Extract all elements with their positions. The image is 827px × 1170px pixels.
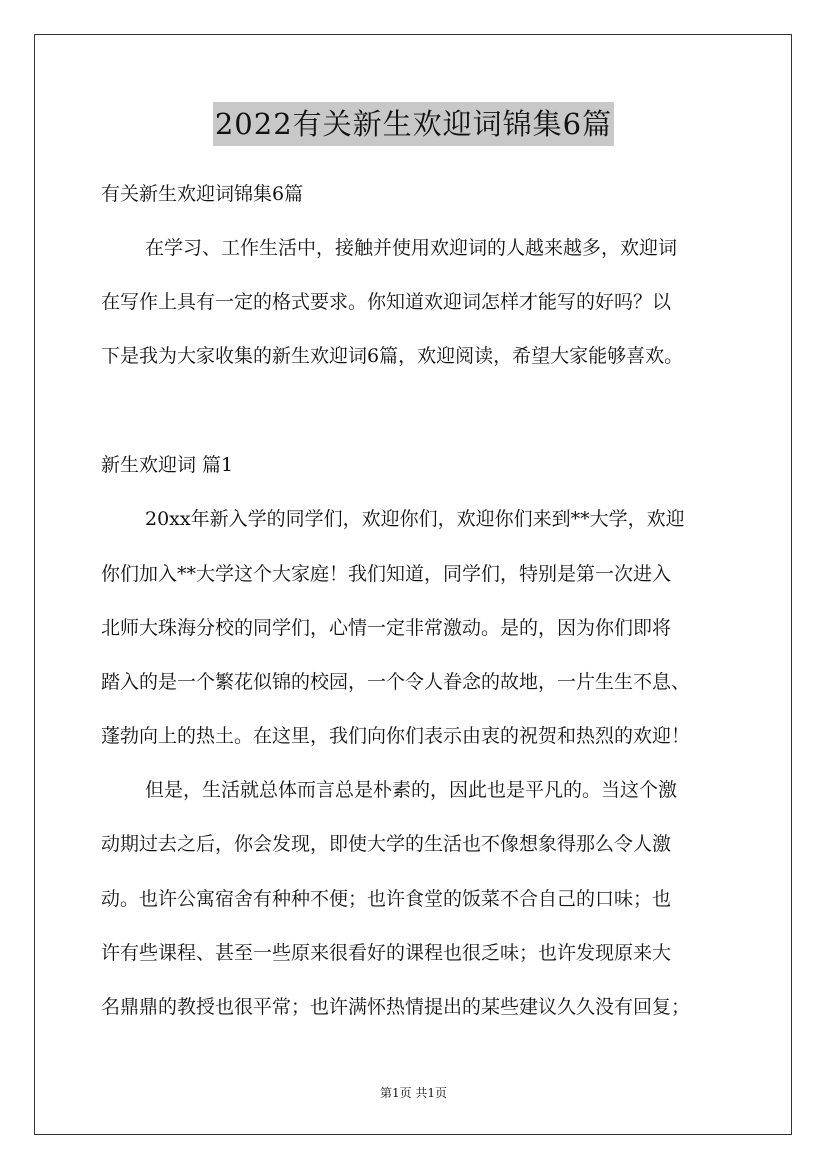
paragraph-line: 北师大珠海分校的同学们，心情一定非常激动。是的，因为你们即将 bbox=[101, 617, 672, 639]
paragraph-line: 但是，生活就总体而言总是朴素的，因此也是平凡的。当这个激 bbox=[145, 779, 678, 801]
intro-line: 在学习、工作生活中，接触并使用欢迎词的人越来越多，欢迎词 bbox=[145, 237, 678, 259]
document-subtitle: 有关新生欢迎词锦集6篇 bbox=[101, 183, 304, 205]
paragraph-line: 动期过去之后，你会发现，即使大学的生活也不像想象得那么令人激 bbox=[101, 833, 672, 855]
intro-line: 下是我为大家收集的新生欢迎词6篇，欢迎阅读，希望大家能够喜欢。 bbox=[101, 345, 684, 367]
paragraph-line: 蓬勃向上的热土。在这里，我们向你们表示由衷的祝贺和热烈的欢迎！ bbox=[101, 725, 691, 747]
document-title bbox=[0, 102, 827, 146]
section-heading: 新生欢迎词 篇1 bbox=[101, 454, 234, 476]
intro-line: 在写作上具有一定的格式要求。你知道欢迎词怎样才能写的好吗？以 bbox=[101, 291, 672, 313]
page-footer: 第1页 共1页 bbox=[379, 1086, 448, 1100]
paragraph-line: 20xx年新入学的同学们，欢迎你们，欢迎你们来到**大学，欢迎 bbox=[145, 508, 685, 530]
paragraph-line: 你们加入**大学这个大家庭！我们知道，同学们，特别是第一次进入 bbox=[101, 563, 672, 585]
document-title-text: 2022有关新生欢迎词锦集6篇 bbox=[213, 102, 614, 146]
paragraph-line: 名鼎鼎的教授也很平常；也许满怀热情提出的某些建议久久没有回复； bbox=[101, 996, 691, 1018]
paragraph-line: 许有些课程、甚至一些原来很看好的课程也很乏味；也许发现原来大 bbox=[101, 942, 672, 964]
paragraph-line: 动。也许公寓宿舍有种种不便；也许食堂的饭菜不合自己的口味；也 bbox=[101, 888, 672, 910]
paragraph-line: 踏入的是一个繁花似锦的校园，一个令人眷念的故地，一片生生不息、 bbox=[101, 671, 691, 693]
